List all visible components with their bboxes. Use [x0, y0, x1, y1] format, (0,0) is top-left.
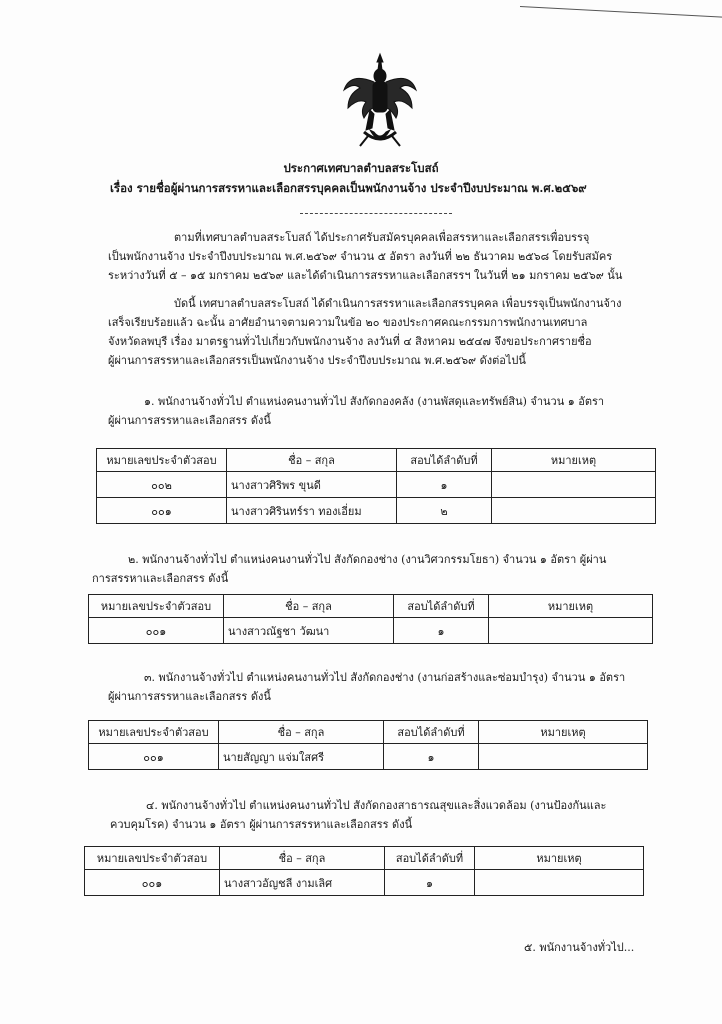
- text-line: ๒. พนักงานจ้างทั่วไป ตำแหน่งคนงานทั่วไป สังกัดกองช่าง (งานวิศวกรรมโยธา) จำนวน ๑ อัตรา ผู้ผ่าน: [128, 553, 607, 566]
- table-header-row: [97, 449, 656, 472]
- cell-remark: [479, 744, 648, 770]
- section-3-table: [88, 720, 648, 770]
- table-row: [97, 498, 656, 524]
- header-rank: สอบได้ลำดับที่: [397, 449, 492, 472]
- header-exam-no: หมายเลขประจำตัวสอบ: [97, 449, 227, 472]
- cell-exam-no: ๐๐๑: [97, 498, 227, 524]
- text-line: ผู้ผ่านการสรรหาและเลือกสรร ดังนี้: [108, 414, 271, 427]
- cell-rank: ๑: [385, 870, 475, 896]
- cell-remark: [492, 472, 656, 498]
- cell-rank: ๑: [394, 618, 489, 644]
- header-remark: หมายเหตุ: [489, 595, 653, 618]
- cell-name: นางสาวอัญชลี งามเลิศ: [220, 870, 385, 896]
- table-row: [89, 744, 648, 770]
- text-line: จังหวัดลพบุรี เรื่อง มาตรฐานทั่วไปเกี่ยวกับพนักงานจ้าง ลงวันที่ ๔ สิงหาคม ๒๕๔๗ จึงขอประกาศรายชื่อ: [108, 335, 592, 348]
- table-row: [85, 870, 644, 896]
- text-line: ๑. พนักงานจ้างทั่วไป ตำแหน่งคนงานทั่วไป สังกัดกองคลัง (งานพัสดุและทรัพย์สิน) จำนวน ๑ อัตรา: [144, 395, 605, 408]
- header-exam-no: หมายเลขประจำตัวสอบ: [89, 721, 219, 744]
- intro-paragraph-1: [108, 228, 658, 285]
- cell-exam-no: ๐๐๑: [89, 744, 219, 770]
- header-remark: หมายเหตุ: [479, 721, 648, 744]
- cell-name: นางสาวศิรินทร์รา ทองเอี่ยม: [227, 498, 397, 524]
- header-remark: หมายเหตุ: [492, 449, 656, 472]
- cell-rank: ๑: [397, 472, 492, 498]
- cell-name: นางสาวศิริพร ขุนดี: [227, 472, 397, 498]
- cell-exam-no: ๐๐๑: [85, 870, 220, 896]
- intro-paragraph-2: [108, 294, 658, 370]
- cell-exam-no: ๐๐๒: [97, 472, 227, 498]
- table-row: [89, 618, 653, 644]
- header-exam-no: หมายเลขประจำตัวสอบ: [89, 595, 224, 618]
- text-line: การสรรหาและเลือกสรร ดังนี้: [92, 572, 229, 585]
- section-1-text: [108, 392, 658, 430]
- table-row: [97, 472, 656, 498]
- title-divider: [300, 213, 452, 214]
- text-line: ผู้ผ่านการสรรหาและเลือกสรรเป็นพนักงานจ้าง ประจำปีงบประมาณ พ.ศ.๒๕๖๙ ดังต่อไปนี้: [108, 354, 526, 367]
- cell-remark: [489, 618, 653, 644]
- section-4-text: [110, 796, 660, 834]
- cell-remark: [475, 870, 644, 896]
- header-name: ชื่อ – สกุล: [220, 847, 385, 870]
- text-line: ผู้ผ่านการสรรหาและเลือกสรร ดังนี้: [108, 690, 271, 703]
- section-2-table: [88, 594, 653, 644]
- garuda-emblem-icon: [340, 52, 420, 150]
- text-line: เป็นพนักงานจ้าง ประจำปีงบประมาณ พ.ศ.๒๕๖๙ จำนวน ๕ อัตรา ลงวันที่ ๒๒ ธันวาคม ๒๕๖๘ โดยรับสมัคร: [108, 250, 613, 263]
- header-name: ชื่อ – สกุล: [224, 595, 394, 618]
- section-3-text: [108, 668, 658, 706]
- cell-name: นางสาวณัฐชา วัฒนา: [224, 618, 394, 644]
- text-line: ๔. พนักงานจ้างทั่วไป ตำแหน่งคนงานทั่วไป สังกัดกองสาธารณสุขและสิ่งแวดล้อม (งานป้องกันและ: [146, 799, 607, 812]
- header-rank: สอบได้ลำดับที่: [394, 595, 489, 618]
- header-name: ชื่อ – สกุล: [227, 449, 397, 472]
- header-name: ชื่อ – สกุล: [219, 721, 384, 744]
- text-line: บัดนี้ เทศบาลตำบลสระโบสถ์ ได้ดำเนินการสรรหาและเลือกสรรบุคคล เพื่อบรรจุเป็นพนักงานจ้าง: [174, 297, 622, 310]
- continued-note: ๕. พนักงานจ้างทั่วไป...: [524, 941, 635, 954]
- cell-name: นายสัญญา แจ่มใสศรี: [219, 744, 384, 770]
- text-line: ตามที่เทศบาลตำบลสระโบสถ์ ได้ประกาศรับสมัครบุคคลเพื่อสรรหาและเลือกสรรเพื่อบรรจุ: [174, 231, 590, 244]
- cell-exam-no: ๐๐๑: [89, 618, 224, 644]
- section-2-text: [92, 550, 662, 588]
- text-line: ควบคุมโรค) จำนวน ๑ อัตรา ผู้ผ่านการสรรหาและเลือกสรร ดังนี้: [110, 818, 413, 831]
- header-rank: สอบได้ลำดับที่: [385, 847, 475, 870]
- cell-rank: ๑: [384, 744, 479, 770]
- announcement-title: ประกาศเทศบาลตำบลสระโบสถ์: [283, 161, 439, 175]
- text-line: เสร็จเรียบร้อยแล้ว ฉะนั้น อาศัยอำนาจตามความในข้อ ๒๐ ของประกาศคณะกรรมการพนักงานเทศบาล: [108, 316, 588, 329]
- cell-rank: ๒: [397, 498, 492, 524]
- scan-edge-line: [520, 6, 722, 18]
- table-header-row: [89, 595, 653, 618]
- table-header-row: [85, 847, 644, 870]
- header-rank: สอบได้ลำดับที่: [384, 721, 479, 744]
- cell-remark: [492, 498, 656, 524]
- header-remark: หมายเหตุ: [475, 847, 644, 870]
- text-line: ๓. พนักงานจ้างทั่วไป ตำแหน่งคนงานทั่วไป สังกัดกองช่าง (งานก่อสร้างและซ่อมบำรุง) จำนวน ๑ อัตรา: [144, 671, 626, 684]
- table-header-row: [89, 721, 648, 744]
- announcement-subject: เรื่อง รายชื่อผู้ผ่านการสรรหาและเลือกสรรบุคคลเป็นพนักงานจ้าง ประจำปีงบประมาณ พ.ศ.๒๕๖๙: [110, 181, 587, 195]
- header-exam-no: หมายเลขประจำตัวสอบ: [85, 847, 220, 870]
- text-line: ระหว่างวันที่ ๕ – ๑๕ มกราคม ๒๕๖๙ และได้ดำเนินการสรรหาและเลือกสรรฯ ในวันที่ ๒๑ มกราคม ๒๕๖๙ นั้น: [108, 269, 623, 282]
- section-4-table: [84, 846, 644, 896]
- section-1-table: [96, 448, 656, 524]
